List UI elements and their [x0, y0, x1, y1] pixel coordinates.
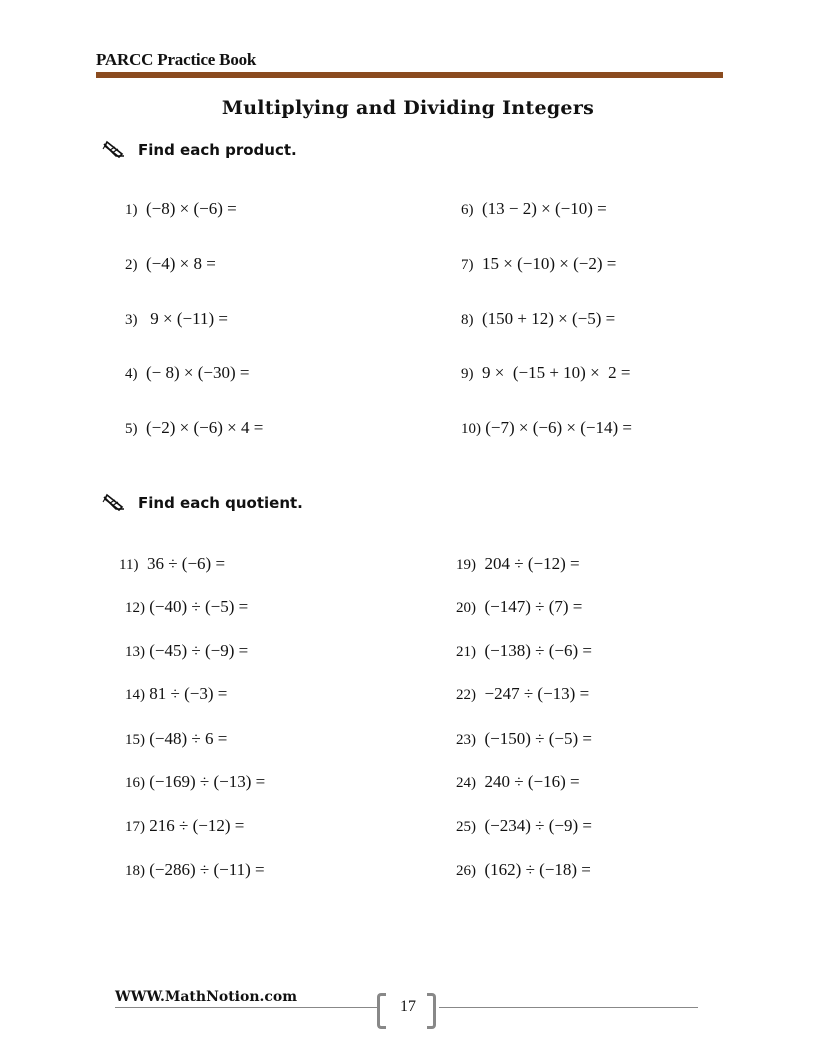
problem-number: 21) — [456, 644, 476, 660]
problem-item — [456, 597, 582, 617]
problem-number: 25) — [456, 819, 476, 835]
problem-item — [461, 363, 631, 383]
problem-item — [125, 772, 265, 792]
problem-item — [456, 554, 580, 574]
problem-item — [125, 254, 216, 274]
problem-expression: (−169) ÷ (−13) = — [149, 772, 266, 791]
problem-number: 11) — [119, 557, 139, 573]
problem-expression: −247 ÷ (−13) = — [484, 684, 590, 703]
problem-expression: 9 × (−11) = — [146, 309, 228, 328]
problem-item — [125, 363, 250, 383]
page-number-bracket-left — [377, 993, 386, 1029]
instruction-text: Find each product. — [138, 141, 297, 159]
problem-number: 3) — [125, 312, 138, 328]
problem-number: 8) — [461, 312, 474, 328]
problem-item — [125, 199, 237, 219]
problem-item — [125, 418, 263, 438]
problem-item — [456, 684, 589, 704]
footer-website: WWW.MathNotion.com — [115, 989, 298, 1005]
problem-item — [456, 641, 592, 661]
problem-number: 5) — [125, 421, 138, 437]
problem-expression: (− 8) × (−30) = — [146, 363, 250, 382]
problem-expression: (13 − 2) × (−10) = — [482, 199, 607, 218]
problem-item — [125, 860, 265, 880]
problem-number: 9) — [461, 366, 474, 382]
footer-divider-left — [115, 1007, 378, 1008]
problem-item — [461, 418, 632, 438]
problem-item — [456, 772, 580, 792]
problem-number: 19) — [456, 557, 476, 573]
footer-divider-right — [439, 1007, 698, 1008]
problem-item — [456, 729, 592, 749]
book-title: PARCC Practice Book — [96, 50, 257, 69]
problem-item — [125, 641, 248, 661]
problem-number: 12) — [125, 600, 145, 616]
problem-expression: 15 × (−10) × (−2) = — [482, 254, 617, 273]
problem-item — [125, 309, 228, 329]
section-quotients-instruction — [102, 493, 303, 513]
problem-item — [125, 816, 244, 836]
problem-expression: (150 + 12) × (−5) = — [482, 309, 616, 328]
section-products-instruction — [102, 140, 297, 160]
problem-expression: (−40) ÷ (−5) = — [149, 597, 249, 616]
problem-number: 4) — [125, 366, 138, 382]
problem-item — [125, 729, 227, 749]
problem-item — [125, 597, 248, 617]
problem-expression: 216 ÷ (−12) = — [149, 816, 245, 835]
problem-expression: 81 ÷ (−3) = — [149, 684, 228, 703]
problem-number: 23) — [456, 732, 476, 748]
header-divider — [96, 72, 723, 78]
problem-item — [461, 254, 616, 274]
problem-expression: (−138) ÷ (−6) = — [484, 641, 592, 660]
problem-expression: 204 ÷ (−12) = — [484, 554, 580, 573]
problem-number: 15) — [125, 732, 145, 748]
problem-expression: (−48) ÷ 6 = — [149, 729, 228, 748]
problem-number: 24) — [456, 775, 476, 791]
pencil-writing-icon — [102, 140, 128, 160]
problem-item — [461, 199, 607, 219]
instruction-text: Find each quotient. — [138, 494, 303, 512]
problem-number: 26) — [456, 863, 476, 879]
problem-expression: (−4) × 8 = — [146, 254, 216, 273]
problem-number: 7) — [461, 257, 474, 273]
problem-item — [456, 816, 592, 836]
problem-number: 22) — [456, 687, 476, 703]
problem-item — [456, 860, 591, 880]
problem-item — [125, 684, 227, 704]
page-title: Multiplying and Dividing Integers — [221, 97, 595, 119]
problem-expression: (−7) × (−6) × (−14) = — [485, 418, 632, 437]
problem-number: 1) — [125, 202, 138, 218]
problem-number: 14) — [125, 687, 145, 703]
problem-number: 16) — [125, 775, 145, 791]
problem-number: 2) — [125, 257, 138, 273]
page-number-bracket-right — [427, 993, 436, 1029]
problem-number: 17) — [125, 819, 145, 835]
problem-expression: (162) ÷ (−18) = — [484, 860, 591, 879]
problem-expression: (−45) ÷ (−9) = — [149, 641, 249, 660]
problem-expression: (−147) ÷ (7) = — [484, 597, 583, 616]
problem-number: 10) — [461, 421, 481, 437]
problem-expression: (−2) × (−6) × 4 = — [146, 418, 264, 437]
problem-number: 18) — [125, 863, 145, 879]
problem-number: 20) — [456, 600, 476, 616]
problem-expression: (−286) ÷ (−11) = — [149, 860, 265, 879]
problem-expression: 240 ÷ (−16) = — [484, 772, 580, 791]
problem-expression: (−8) × (−6) = — [146, 199, 237, 218]
problem-item — [461, 309, 615, 329]
problem-expression: 36 ÷ (−6) = — [146, 554, 226, 573]
problem-number: 13) — [125, 644, 145, 660]
problem-number: 6) — [461, 202, 474, 218]
pencil-writing-icon — [102, 493, 128, 513]
problem-item — [119, 554, 225, 574]
problem-expression: 9 × (−15 + 10) × 2 = — [482, 363, 631, 382]
page-number: 17 — [400, 998, 416, 1015]
problem-expression: (−234) ÷ (−9) = — [484, 816, 592, 835]
problem-expression: (−150) ÷ (−5) = — [484, 729, 592, 748]
